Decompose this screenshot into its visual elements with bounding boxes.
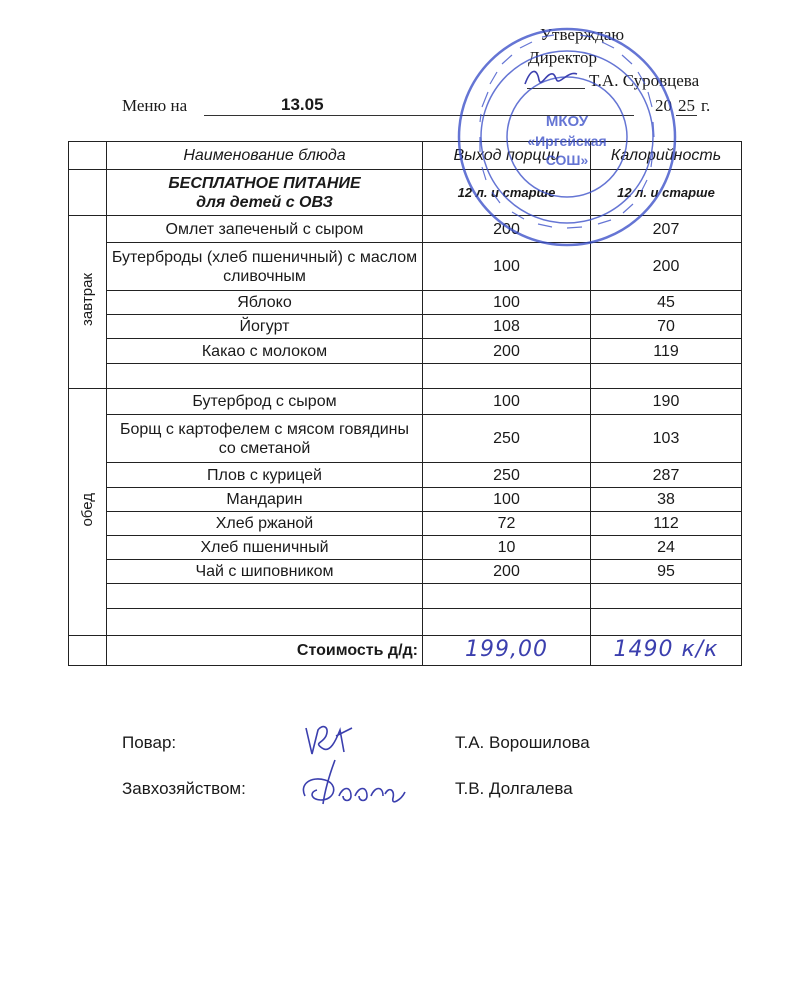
lunch-label: обед: [79, 492, 96, 527]
dish-calories: 207: [591, 216, 742, 243]
cost-calories: 1490 к/к: [613, 637, 719, 662]
table-row: [69, 560, 742, 584]
dish-portion: 100: [423, 243, 591, 291]
lunch-label-cell: [69, 389, 107, 636]
dish-portion: 200: [423, 339, 591, 364]
cost-value: 199,00: [465, 637, 548, 662]
dish-name: Йогурт: [107, 315, 423, 339]
dish-calories: 190: [591, 389, 742, 415]
table-row: [69, 512, 742, 536]
program-title: [107, 170, 423, 216]
approval-line-2: Директор: [528, 48, 597, 67]
dish-name: Хлеб пшеничный: [107, 536, 423, 560]
dish-portion: 108: [423, 315, 591, 339]
supply-name: Т.В. Долгалева: [455, 779, 573, 798]
table-row: [69, 315, 742, 339]
breakfast-label: завтрак: [79, 273, 96, 326]
dish-portion: 250: [423, 415, 591, 463]
cook-signature: [300, 722, 355, 760]
program-blank-cell: [69, 170, 107, 216]
dish-portion: 72: [423, 512, 591, 536]
dish-portion: 200: [423, 216, 591, 243]
menu-year-unit: г.: [701, 96, 711, 115]
dish-name: Бутерброды (хлеб пшеничный) с маслом сливочным: [107, 243, 423, 291]
dish-name: Какао с молоком: [107, 339, 423, 364]
dish-portion: 10: [423, 536, 591, 560]
dish-portion: 100: [423, 488, 591, 512]
header-blank-cell: [69, 142, 107, 170]
cost-label: Стоимость д/д:: [107, 636, 423, 666]
dish-portion: 250: [423, 463, 591, 488]
table-row-empty: [69, 364, 742, 389]
cook-label: Повар:: [122, 733, 177, 752]
dish-calories: 103: [591, 415, 742, 463]
cost-calories-cell: [591, 636, 742, 666]
table-row: [69, 463, 742, 488]
dish-calories: 287: [591, 463, 742, 488]
dish-name: Яблоко: [107, 291, 423, 315]
stamp-center-line-2: «Иргейская: [527, 133, 607, 149]
dish-calories: 24: [591, 536, 742, 560]
dish-name: Омлет запеченый с сыром: [107, 216, 423, 243]
approval-line-1: Утверждаю: [540, 25, 625, 44]
table-row-empty: [69, 609, 742, 636]
table-row: [69, 291, 742, 315]
table-row: [69, 389, 742, 415]
director-signature: [521, 64, 581, 90]
header-dish-name: Наименование блюда: [107, 142, 423, 170]
cost-blank-cell: [69, 636, 107, 666]
cost-value-cell: [423, 636, 591, 666]
dish-calories: 70: [591, 315, 742, 339]
breakfast-label-cell: [69, 216, 107, 389]
dish-name: Бутерброд с сыром: [107, 389, 423, 415]
dish-name: Плов с курицей: [107, 463, 423, 488]
stamp-center-line-1: МКОУ: [545, 113, 589, 130]
program-line-2: для детей с ОВЗ: [196, 193, 333, 211]
dish-calories: 95: [591, 560, 742, 584]
dish-calories: 38: [591, 488, 742, 512]
header-calories: Калорийность: [591, 142, 742, 170]
table-row: [69, 339, 742, 364]
dish-name: Борщ с картофелем с мясом говядины со сметаной: [107, 415, 423, 463]
cook-name: Т.А. Ворошилова: [455, 733, 590, 752]
menu-date: 13.05: [281, 95, 324, 114]
dish-calories: 200: [591, 243, 742, 291]
dish-portion: 100: [423, 389, 591, 415]
stamp-center-line-3: СОШ»: [545, 152, 589, 168]
approval-signatory: Т.А. Суровцева: [589, 71, 700, 90]
program-line-1: БЕСПЛАТНОЕ ПИТАНИЕ: [168, 174, 361, 192]
supply-label: Завхозяйством:: [122, 779, 246, 798]
program-portion-age: 12 л. и старше: [423, 170, 591, 216]
table-row: [69, 536, 742, 560]
dish-name: Чай с шиповником: [107, 560, 423, 584]
dish-name: Хлеб ржаной: [107, 512, 423, 536]
cost-row: [69, 636, 742, 666]
menu-label: Меню на: [122, 96, 188, 115]
table-row: [69, 488, 742, 512]
supply-signature: [295, 756, 410, 816]
menu-year-suffix: 25: [678, 96, 695, 115]
dish-calories: 119: [591, 339, 742, 364]
dish-portion: 100: [423, 291, 591, 315]
dish-calories: 112: [591, 512, 742, 536]
header-portion: Выход порции: [423, 142, 591, 170]
school-stamp: [452, 22, 682, 252]
table-row: [69, 415, 742, 463]
dish-calories: 45: [591, 291, 742, 315]
menu-year-prefix: 20: [655, 96, 672, 115]
dish-portion: 200: [423, 560, 591, 584]
program-calorie-age: 12 л. и старше: [591, 170, 742, 216]
dish-name: Мандарин: [107, 488, 423, 512]
table-row-empty: [69, 584, 742, 609]
